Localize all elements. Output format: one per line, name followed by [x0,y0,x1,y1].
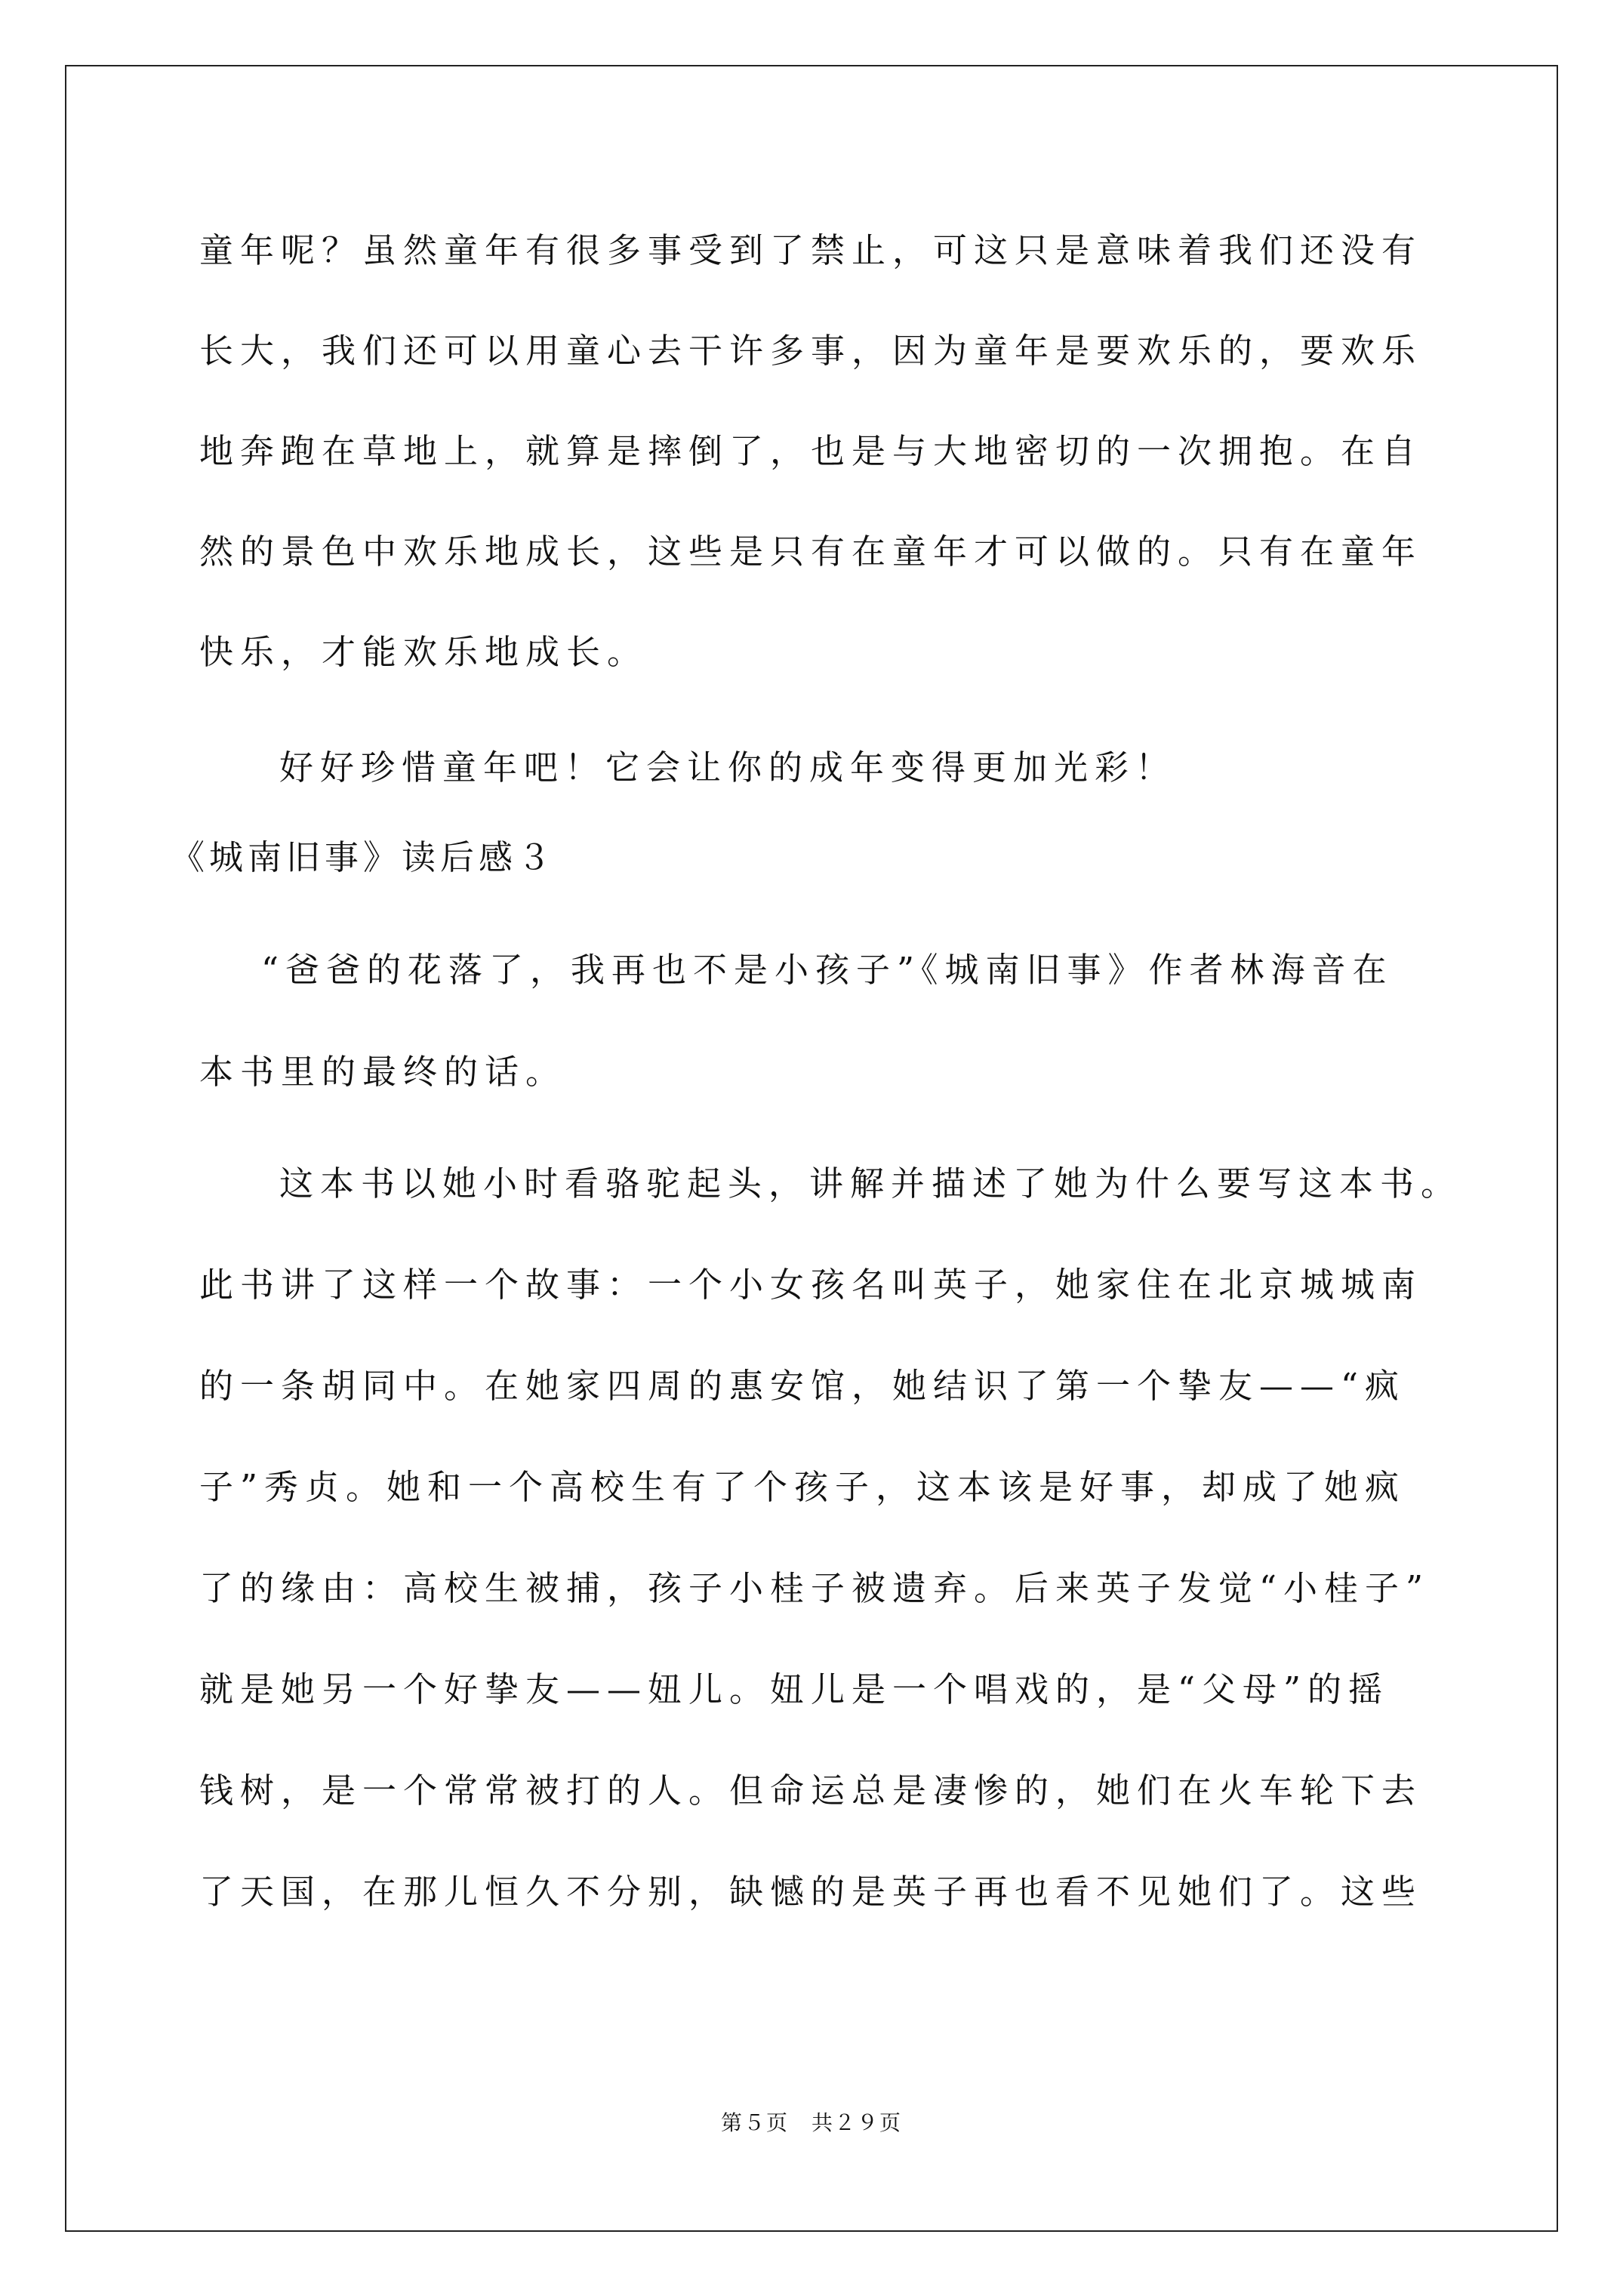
text-line: 就是她另一个好挚友——妞儿。妞儿是一个唱戏的，是“父母”的摇 [199,1669,1390,1709]
text-line: 此书讲了这样一个故事：一个小女孩名叫英子，她家住在北京城城南 [199,1265,1423,1305]
text-line: 这本书以她小时看骆驼起头，讲解并描述了她为什么要写这本书。 [279,1163,1462,1203]
text-line: 钱树，是一个常常被打的人。但命运总是凄惨的，她们在火车轮下去 [199,1771,1423,1811]
text-line: 的一条胡同中。在她家四周的惠安馆，她结识了第一个挚友——“疯 [199,1366,1406,1406]
text-line: 了的缘由：高校生被捕，孩子小桂子被遗弃。后来英子发觉“小桂子” [199,1568,1431,1608]
text-line: 长大，我们还可以用童心去干许多事，因为童年是要欢乐的，要欢乐 [199,331,1423,371]
text-line: 本书里的最终的话。 [199,1052,567,1092]
page-number: 第５页 共２９页 [720,2110,902,2135]
text-line: 好好珍惜童年吧！它会让你的成年变得更加光彩！ [279,747,1177,787]
text-line: 童年呢？虽然童年有很多事受到了禁止，可这只是意味着我们还没有 [199,230,1423,270]
text-line: 快乐，才能欢乐地成长。 [199,632,648,672]
section-heading: 《城南旧事》读后感３ [171,837,556,877]
text-line: 子”秀贞。她和一个高校生有了个孩子，这本该是好事，却成了她疯 [199,1467,1406,1507]
text-line: 了天国，在那儿恒久不分别，缺憾的是英子再也看不见她们了。这些 [199,1872,1423,1912]
text-line: “爸爸的花落了，我再也不是小孩子”《城南旧事》作者林海音在 [261,950,1394,990]
text-line: 地奔跑在草地上，就算是摔倒了，也是与大地密切的一次拥抱。在自 [199,431,1423,471]
text-line: 然的景色中欢乐地成长，这些是只有在童年才可以做的。只有在童年 [199,532,1423,572]
